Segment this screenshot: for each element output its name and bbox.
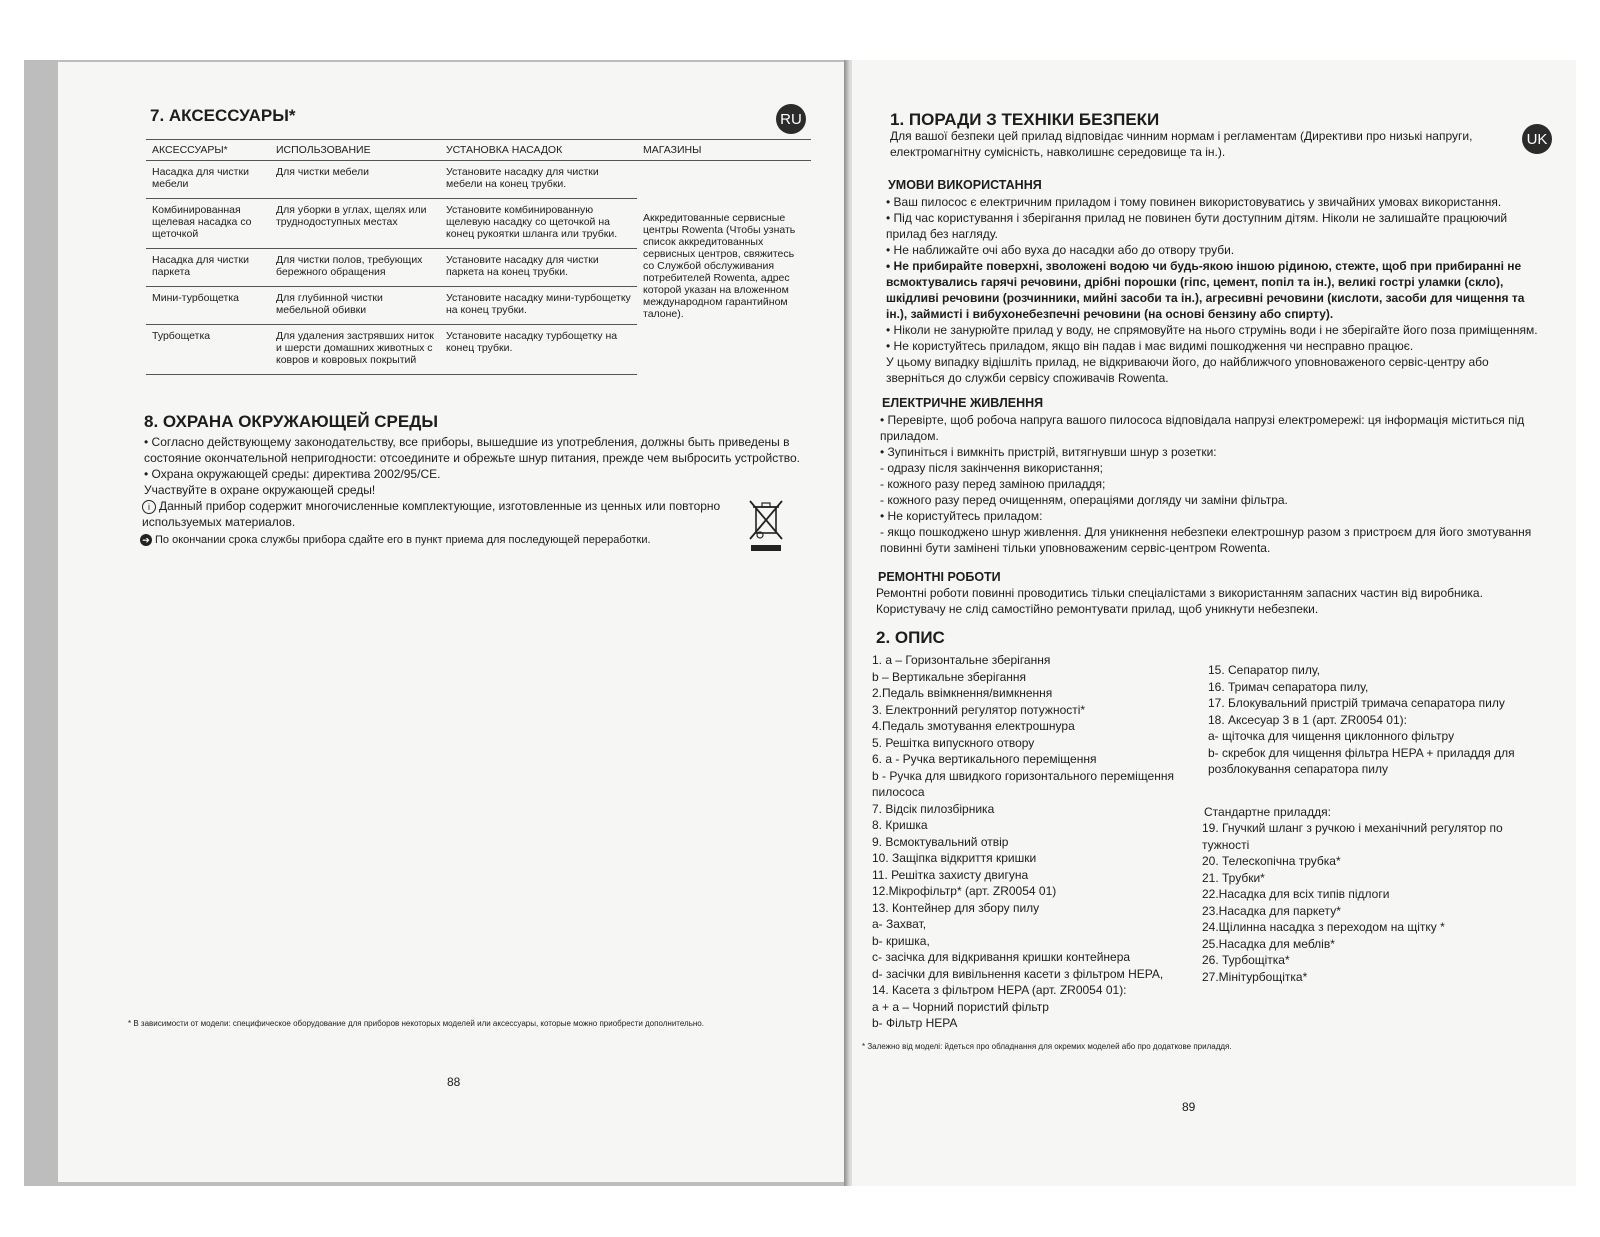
table-cell: Для чистки полов, требующих бережного обращения (270, 249, 440, 287)
list-item: b – Вертикальне зберігання (872, 669, 1027, 684)
list-item: 10. Защіпка відкриття кришки (872, 851, 1037, 865)
safety-intro: Для вашої безпеки цей прилад відповідає чинним нормам і регламентам (Директиви про низькі напруги, електромагнітну сумісність, навколишнє середовище та ін.). (890, 129, 1473, 159)
usage-line: • Не наближайте очі або вуха до насадки або до отвору труби. (886, 243, 1235, 257)
page-number: 89 (1182, 1100, 1196, 1114)
list-item: b- скребок для чищення фільтра HEPA + приладдя для розблокування сепаратора пилу (1208, 745, 1515, 776)
table-cell: Установите насадку турбощетку на конец трубки. (440, 325, 637, 375)
list-item: 11. Решітка захисту двигуна (872, 867, 1029, 882)
list-item: 23.Насадка для паркету* (1202, 903, 1341, 918)
table-cell: Установите комбинированную щелевую насадку со щеточкой на конец рукоятки шланга или трубки. (440, 199, 637, 249)
list-item: d- засічки для вивільнення касети з фільтром HEPA, (872, 966, 1164, 981)
power-line: • Перевірте, щоб робоча напруга вашого пилососа відповідала напрузі електромережі: ця інформація міститься під приладом. (880, 413, 1525, 443)
safety-title: 1. ПОРАДИ З ТЕХНІКИ БЕЗПЕКИ (890, 110, 1160, 129)
table-cell: Для удаления застрявших ниток и шерсти домашних животных с ковров и ковровых покрытий (270, 325, 440, 375)
env-arrow-line (140, 532, 740, 548)
description-list-right (1208, 662, 1538, 778)
list-item: 14. Касета з фільтром HEPA (арт. ZR0054 01): (872, 983, 1127, 997)
table-cell: Для уборки в углах, щелях или труднодоступных местах (270, 199, 440, 249)
table-header: УСТАНОВКА НАСАДОК (440, 140, 637, 161)
power-line: - якщо пошкоджено шнур живлення. Для уникнення небезпеки електрошнур разом з пристроєм для його змотування повинні бути замінені тільки уповноваженим сервіс-центром Rowenta. (880, 525, 1532, 555)
table-header-row (146, 140, 811, 161)
table-cell: Для глубинной чистки мебельной обивки (270, 287, 440, 325)
description-list-left (872, 652, 1192, 1032)
list-item: 2.Педаль ввімкнення/вимкнення (872, 686, 1053, 700)
usage-line: • Ніколи не занурюйте прилад у воду, не спрямовуйте на нього струмінь води і не зберігайте його поза приміщенням. (886, 323, 1538, 337)
table-header: АКСЕССУАРЫ* (146, 140, 270, 161)
env-arrow-text: По окончании срока службы прибора сдайте его в пункт приема для последующей переработки. (155, 534, 651, 546)
usage-line: • Не користуйтесь приладом, якщо він падав і має видимі пошкодження чи несправно працює. (886, 339, 1414, 353)
table-cell: Установите насадку мини-турбощетку на конец трубки. (440, 287, 637, 325)
env-line: • Охрана окружающей среды: директива 2002/95/CE. (144, 467, 441, 481)
page-number: 88 (447, 1075, 461, 1089)
list-item: 26. Турбощітка* (1202, 953, 1290, 967)
list-item: 20. Телескопічна трубка* (1202, 854, 1341, 868)
list-item: 5. Решітка випускного отвору (872, 735, 1035, 750)
usage-line: • Ваш пилосос є електричним приладом і тому повинен використовуватись у звичайних умовах використання. (886, 195, 1502, 209)
arrow-circle-icon: ➔ (140, 534, 152, 546)
list-item: 19. Гнучкий шланг з ручкою і механічний регулятор по тужності (1202, 821, 1503, 852)
table-cell: Мини-турбощетка (146, 287, 270, 325)
list-item: 8. Кришка (872, 818, 928, 832)
crossed-bin-icon (748, 499, 784, 555)
list-item: 1. a – Горизонтальне зберігання (872, 653, 1051, 667)
list-item: 18. Аксесуар 3 в 1 (арт. ZR0054 01): (1208, 712, 1407, 727)
table-row (146, 161, 811, 199)
env-info-text: Данный прибор содержит многочисленные комплектующие, изготовленные из ценных или повторно используемых материалов. (142, 499, 721, 529)
standard-title: Стандартне приладдя: (1204, 805, 1331, 819)
book-spread (24, 60, 1576, 1186)
env-line: Участвуйте в охране окружающей среды! (144, 483, 376, 497)
list-item: a + a – Чорний пористий фільтр (872, 999, 1049, 1014)
list-item: 27.Мінітурбощітка* (1202, 969, 1308, 984)
list-item: 6. a - Ручка вертикального переміщення (872, 752, 1097, 766)
repair-title: РЕМОНТНІ РОБОТИ (878, 570, 1001, 584)
usage-title: УМОВИ ВИКОРИСТАННЯ (888, 178, 1042, 192)
lang-badge-uk: UK (1522, 124, 1552, 154)
env-info-line (142, 498, 732, 530)
power-line: • Зупиніться і вимкніть пристрій, витягнувши шнур з розетки: (880, 445, 1217, 459)
right-page (852, 60, 1576, 1186)
list-item: 16. Тримач сепаратора пилу, (1208, 679, 1369, 694)
list-item: 25.Насадка для меблів* (1202, 936, 1335, 951)
table-header: МАГАЗИНЫ (637, 140, 811, 161)
usage-warning: • Не прибирайте поверхні, зволожені водою чи будь-якою іншою рідиною, стежте, щоб при прибиранні не всмоктувались гарячі речовини, дрібні порошки (гіпс, цемент, попіл та ін.), великі гострі уламки (скло), шкідливі речовини (розчинники, мийні засоби та ін.), агресивні речовини (кислоти, засоби для чищення та ін.), займисті і вибухонебезпечні речовини (на основі бензину або спирту). (886, 259, 1525, 321)
table-cell: Установите насадку для чистки паркета на конец трубки. (440, 249, 637, 287)
list-item: 22.Насадка для всіх типів підлоги (1202, 887, 1390, 901)
list-item: 4.Педаль змотування електрошнура (872, 719, 1075, 733)
list-item: a- щіточка для чищення циклонного фільтру (1208, 729, 1455, 743)
list-item: c- засічка для відкривання кришки контейнера (872, 950, 1131, 964)
list-item: b- кришка, (872, 933, 930, 948)
power-line: • Не користуйтесь приладом: (880, 509, 1043, 523)
list-item: 24.Щілинна насадка з переходом на щітку * (1202, 920, 1445, 934)
description-title: 2. ОПИС (876, 628, 945, 647)
table-header: ИСПОЛЬЗОВАНИЕ (270, 140, 440, 161)
list-item: 13. Контейнер для збору пилу (872, 900, 1040, 915)
repair-text: Ремонтні роботи повинні проводитись тільки спеціалістами з використанням запасних частин від виробника. Користувачу не слід самостійно ремонтувати прилад, щоб уникнути небезпеки. (876, 586, 1483, 616)
list-item: 15. Сепаратор пилу, (1208, 663, 1320, 677)
table-cell: Турбощетка (146, 325, 270, 375)
list-item: 17. Блокувальний пристрій тримача сепаратора пилу (1208, 696, 1505, 710)
power-line: - кожного разу перед заміною приладдя; (880, 477, 1106, 491)
env-line: • Согласно действующему законодательству, все приборы, вышедшие из употребления, должны быть приведены в состояние окончательной непригодности: отсоедините и обрежьте шнур питания, прежде чем выбросить устройство. (144, 435, 800, 465)
list-item: b- Фільтр HEPA (872, 1016, 958, 1030)
list-item: 21. Трубки* (1202, 870, 1265, 885)
accessories-title: 7. АКСЕССУАРЫ* (150, 106, 296, 125)
list-item: 3. Електронний регулятор потужності* (872, 702, 1086, 717)
environment-text (144, 434, 804, 498)
power-line: - одразу після закінчення використання; (880, 461, 1104, 475)
power-title: ЕЛЕКТРИЧНЕ ЖИВЛЕННЯ (882, 396, 1044, 410)
standard-list (1202, 820, 1532, 985)
list-item: a- Захват, (872, 917, 927, 931)
power-text (880, 412, 1540, 556)
footnote: * В зависимости от модели: специфическое оборудование для приборов некоторых моделей или аксессуары, которые можно приобрести дополнительно. (128, 1019, 704, 1028)
table-cell: Насадка для чистки паркета (146, 249, 270, 287)
table-cell: Для чистки мебели (270, 161, 440, 199)
power-line: - кожного разу перед очищенням, операціями догляду чи заміни фільтра. (880, 493, 1288, 507)
list-item: 7. Відсік пилозбірника (872, 801, 995, 816)
list-item: b - Ручка для швидкого горизонтального переміщення пилососа (872, 768, 1174, 799)
usage-text (886, 194, 1546, 386)
usage-line: У цьому випадку відішліть прилад, не відкриваючи його, до найближчого уповноваженого сервіс-центру або зверніться до служби сервісу споживачів Rowenta. (886, 355, 1489, 385)
usage-line: • Під час користування і зберігання прилад не повинен бути доступним дітям. Ніколи не залишайте працюючий прилад без нагляду. (886, 211, 1508, 241)
shops-cell: Аккредитованные сервисные центры Rowenta (Чтобы узнать список аккредитованных сервисных центров, свяжитесь со Службой обслуживания потребителей Rowenta, адрес которой указан на вложенном международном гарантийном талоне). (643, 212, 796, 321)
lang-badge-ru: RU (776, 104, 806, 134)
environment-title: 8. ОХРАНА ОКРУЖАЮЩЕЙ СРЕДЫ (144, 412, 438, 431)
footnote: * Залежно від моделі: йдеться про обладнання для окремих моделей або про додаткове приладдя. (862, 1042, 1232, 1051)
list-item: 9. Всмоктувальний отвір (872, 834, 1009, 849)
table-cell: Насадка для чистки мебели (146, 161, 270, 199)
table-cell: Комбинированная щелевая насадка со щеточкой (146, 199, 270, 249)
table-cell: Установите насадку для чистки мебели на конец трубки. (440, 161, 637, 199)
list-item: 12.Мікрофільтр* (арт. ZR0054 01) (872, 884, 1057, 898)
accessories-table (146, 139, 811, 375)
info-circle-icon: i (142, 500, 156, 514)
left-page (58, 62, 850, 1182)
